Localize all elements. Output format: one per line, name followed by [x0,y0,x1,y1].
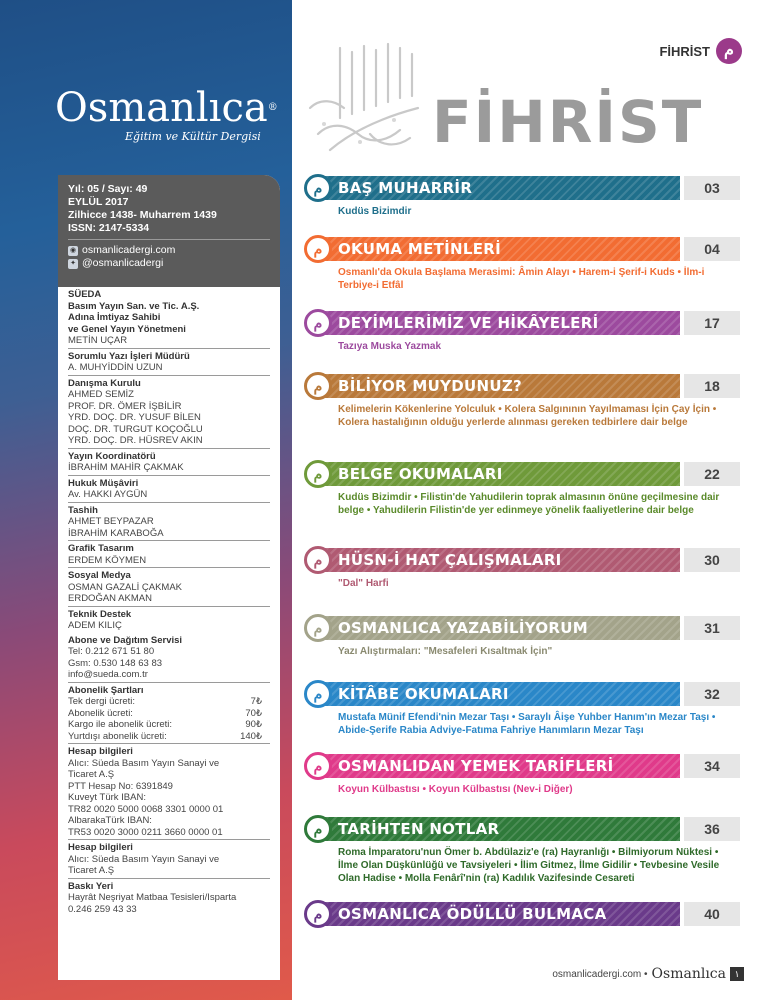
bank-line: TR82 0020 5000 0068 3301 0000 01 [68,803,224,815]
masthead-name: ERDOĞAN AKMAN [68,593,152,604]
masthead-heading: Grafik Tasarım [68,543,134,554]
toc-entry-bar[interactable] [300,237,740,261]
price-value: 140₺ [240,730,262,742]
osmanlica-logo-icon: م [304,900,332,928]
print-section [68,879,270,917]
website-icon: ◉ [69,246,77,254]
contact-heading: Abone ve Dağıtım Servisi [68,634,183,646]
toc-entry[interactable] [300,462,740,517]
masthead-section [68,607,270,633]
website-line[interactable] [68,244,270,257]
osmanlica-logo-icon: م [304,680,332,708]
page-footer [552,966,744,982]
masthead-section [68,568,270,607]
toc-entry-bar[interactable] [300,311,740,335]
bank-line: PTT Hesap No: 6391849 [68,780,173,792]
masthead-heading: SÜEDA [68,289,102,300]
toc-entry[interactable] [300,176,740,218]
masthead-name: İBRAHİM KARABOĞA [68,527,164,539]
toc-page-number[interactable]: 32 [684,682,740,706]
footer-site[interactable]: osmanlicadergi.com • [552,968,648,980]
page-title: FİHRİST [432,88,704,156]
masthead-section [68,287,270,349]
masthead-name: AHMED SEMİZ [68,389,134,400]
masthead-name: YRD. DOÇ. DR. HÜSREV AKIN [68,435,203,446]
toc-page-number[interactable]: 17 [684,311,740,335]
price-label: Yurtdışı abonelik ücreti: [68,730,167,742]
masthead-name: PROF. DR. ÖMER İŞBİLİR [68,400,182,412]
toc-entry[interactable] [300,682,740,737]
toc-entry-title[interactable]: OSMANLIDAN YEMEK TARİFLERİ [338,757,614,775]
bank-line: Ticaret A.Ş [68,865,115,876]
twitter-link[interactable]: @osmanlicadergi [82,257,164,269]
osmanlica-logo-icon: م [304,309,332,337]
price-value: 90₺ [245,719,262,730]
toc-entry[interactable] [300,902,740,926]
price-label: Kargo ile abonelik ücreti: [68,719,173,730]
toc-entry-title[interactable]: OSMANLICA ÖDÜLLÜ BULMACA [338,905,607,923]
toc-entry-bar[interactable] [300,682,740,706]
toc-entry-title[interactable]: OSMANLICA YAZABİLİYORUM [338,619,588,637]
masthead-section [68,349,270,376]
toc-page-number[interactable]: 30 [684,548,740,572]
price-row [68,731,270,743]
issue-number: Yıl: 05 / Sayı: 49 [68,183,148,195]
toc-entry-bar[interactable] [300,754,740,778]
masthead-section [68,476,270,503]
contact-section [68,633,270,683]
toc-page-number[interactable]: 36 [684,817,740,841]
toc-entry-bar[interactable] [300,462,740,486]
osmanlica-logo-icon: م [304,460,332,488]
osmanlica-logo-icon: م [304,235,332,263]
masthead-name: A. MUHYİDDİN UZUN [68,362,163,373]
contact-email[interactable]: info@sueda.com.tr [68,669,148,680]
masthead-heading-line: Adına İmtiyaz Sahibi [68,312,161,323]
masthead-section [68,449,270,476]
toc-entry-title[interactable]: BELGE OKUMALARI [338,465,503,483]
toc-entry-bar[interactable] [300,548,740,572]
masthead-heading: Yayın Koordinatörü [68,450,156,462]
pricing-heading: Abonelik Şartları [68,684,144,696]
masthead-sections [68,287,270,633]
masthead-heading-line: Basım Yayın San. ve Tic. A.Ş. [68,300,200,312]
page-number: ١ [730,967,744,981]
toc-entry-subtitle: Kelimelerin Kökenlerine Yolculuk • Kolera Salgınının Yayılmaması İçin Çay İçin • Kolera hastalığının olduğu yerlerde alınması gereken tedbirlere dair belge [338,404,717,428]
toc-entry-title[interactable]: DEYİMLERİMİZ VE HİKÂYELERİ [338,314,599,332]
osmanlica-logo-icon: م [716,38,742,64]
toc-page-number[interactable]: 22 [684,462,740,486]
price-value: 7₺ [250,696,262,707]
price-value: 70₺ [245,707,262,719]
bank-line: Kuveyt Türk IBAN: [68,792,146,803]
masthead-heading: Teknik Destek [68,608,132,620]
toc-entry[interactable] [300,237,740,292]
toc-entry-subtitle: Mustafa Münif Efendi'nin Mezar Taşı • Saraylı Âişe Yuhber Hanım'ın Mezar Taşı • Abide-Şerife Rabia Adviye-Fatıma Fahriye Hanımların Mezar Taşı [338,712,716,736]
masthead-section [68,503,270,542]
contact-tel: Tel: 0.212 671 51 80 [68,646,155,657]
toc-entry-bar[interactable] [300,902,740,926]
issue-info [58,175,280,287]
osmanlica-logo-icon: م [304,815,332,843]
divider [68,239,270,240]
masthead-heading: Tashih [68,504,98,516]
osmanlica-logo-icon: م [304,546,332,574]
masthead-list [58,287,280,916]
website-link[interactable]: osmanlicadergi.com [82,244,176,256]
toc-entry-subtitle: Kudüs Bizimdir • Filistin'de Yahudilerin toprak almasının önüne geçilmesine dair belge • Yahudilerin Filistin'de yer edinmeye yönelik faaliyetlerine dair belge [338,492,720,516]
masthead-heading: Danışma Kurulu [68,377,141,389]
masthead-name: AHMET BEYPAZAR [68,516,154,527]
toc-entry[interactable] [300,311,740,353]
masthead-heading-line: ve Genel Yayın Yönetmeni [68,323,186,335]
osmanlica-logo-icon: م [304,174,332,202]
toc-entry-title[interactable]: HÜSN-İ HAT ÇALIŞMALARI [338,551,562,569]
toc-entry[interactable] [300,374,740,429]
bank-line: TR53 0020 3000 0211 3660 0000 01 [68,826,223,838]
masthead-name: YRD. DOÇ. DR. YUSUF BİLEN [68,412,201,423]
masthead-section [68,541,270,568]
toc-entry-bar[interactable] [300,374,740,398]
masthead-name: Av. HAKKI AYGÜN [68,489,148,500]
contact-gsm: Gsm: 0.530 148 63 83 [68,657,163,669]
toc-entry-bar[interactable] [300,616,740,640]
bank-line: AlbarakaTürk IBAN: [68,815,152,826]
issue-month: EYLÜL 2017 [68,196,129,208]
toc-page-number[interactable]: 40 [684,902,740,926]
masthead-name: İBRAHİM MAHİR ÇAKMAK [68,462,184,473]
bank-section [68,744,270,840]
toc-page-number[interactable]: 31 [684,616,740,640]
logo-name: Osmanlıca [55,85,268,131]
toc-entry-subtitle: "Dal" Harfi [338,578,389,589]
toc-entry-bar[interactable] [300,176,740,200]
toc-entry[interactable] [300,616,740,658]
corner-label-text: FİHRİST [659,43,710,59]
print-line: 0.246 259 43 33 [68,903,137,915]
bank-line: Alıcı: Süeda Basım Yayın Sanayi ve [68,853,220,865]
toc-entry-subtitle: Koyun Külbastısı • Koyun Külbastısı (Nev-i Diğer) [338,784,573,795]
osmanlica-logo-icon: م [304,614,332,642]
toc-entry[interactable] [300,817,740,885]
toc-entry-subtitle: Kudüs Bizimdir [338,206,412,217]
calligraphy-basmala-art [300,38,430,158]
toc-entry-subtitle: Yazı Alıştırmaları: "Mesafeleri Kısaltmak İçin" [338,646,553,657]
toc-entry-subtitle: Roma İmparatoru'nun Ömer b. Abdülaziz'e (ra) Hayranlığı • Bilmiyorum Nüktesi • İlme Olan Düşkünlüğü ve Tavsiyeleri • İlim Gitmez, İlme Gidilir • Tevbesine Vesile Olan Hadise • Molla Fenârî'nin (ra) Kadılık Vazifesinde Cesareti [338,847,720,884]
bank-heading: Hesap bilgileri [68,746,133,757]
price-row [68,696,270,708]
bank-line: Alıcı: Süeda Basım Yayın Sanayi ve [68,757,220,769]
toc-entry-title[interactable]: TARİHTEN NOTLAR [338,820,500,838]
osmanlica-logo-icon: م [304,372,332,400]
toc-entry-subtitle: Osmanlı'da Okula Başlama Merasimi: Âmin Alayı • Harem-i Şerif-i Kuds • İlm-i Terbiye-i Etfâl [338,267,705,291]
masthead-card [58,175,280,980]
masthead-name: DOÇ. DR. TURGUT KOÇOĞLU [68,423,203,435]
toc-page-number[interactable]: 34 [684,754,740,778]
toc-entry-title[interactable]: OKUMA METİNLERİ [338,240,502,258]
bank-line: Ticaret A.Ş [68,769,115,780]
masthead-name: OSMAN GAZALİ ÇAKMAK [68,581,183,593]
print-line: Hayrât Neşriyat Matbaa Tesisleri/Isparta [68,892,237,903]
logo-subtitle: Eğitim ve Kültür Dergisi [125,130,261,143]
issue-issn: ISSN: 2147-5334 [68,222,150,234]
toc-page-number[interactable]: 04 [684,237,740,261]
osmanlica-logo-icon: م [304,752,332,780]
toc-entry-bar[interactable] [300,817,740,841]
magazine-logo [55,85,278,148]
twitter-icon: ✦ [68,259,78,269]
bank-heading: Hesap bilgileri [68,842,133,853]
toc-entry-title[interactable]: BİLİYOR MUYDUNUZ? [338,377,523,395]
print-heading: Baskı Yeri [68,880,114,892]
toc-entry[interactable] [300,548,740,590]
price-row [68,708,270,720]
price-label: Abonelik ücreti: [68,707,133,719]
toc-entry-subtitle: Tazıya Muska Yazmak [338,341,442,352]
masthead-name: ERDEM KÖYMEN [68,554,147,566]
masthead-heading: Sorumlu Yazı İşleri Müdürü [68,350,190,362]
masthead-name: ADEM KILIÇ [68,620,122,631]
pricing-section [68,683,270,745]
toc-page-number[interactable]: 03 [684,176,740,200]
twitter-line[interactable] [68,257,270,270]
price-row [68,719,270,731]
masthead-heading: Sosyal Medya [68,570,131,581]
section-corner-label [659,38,742,64]
bank-section-2 [68,840,270,879]
price-label: Tek dergi ücreti: [68,696,136,707]
toc-page-number[interactable]: 18 [684,374,740,398]
masthead-section [68,376,270,449]
toc-entry-title[interactable]: KİTÂBE OKUMALARI [338,685,509,703]
issue-hijri: Zilhicce 1438- Muharrem 1439 [68,209,217,221]
footer-logo: Osmanlıca [651,966,726,982]
masthead-name: METİN UÇAR [68,335,128,346]
toc-entry[interactable] [300,754,740,796]
toc-entry-title[interactable]: BAŞ MUHARRİR [338,179,473,197]
logo-registered: ® [267,102,278,113]
masthead-heading: Hukuk Müşâviri [68,477,139,489]
